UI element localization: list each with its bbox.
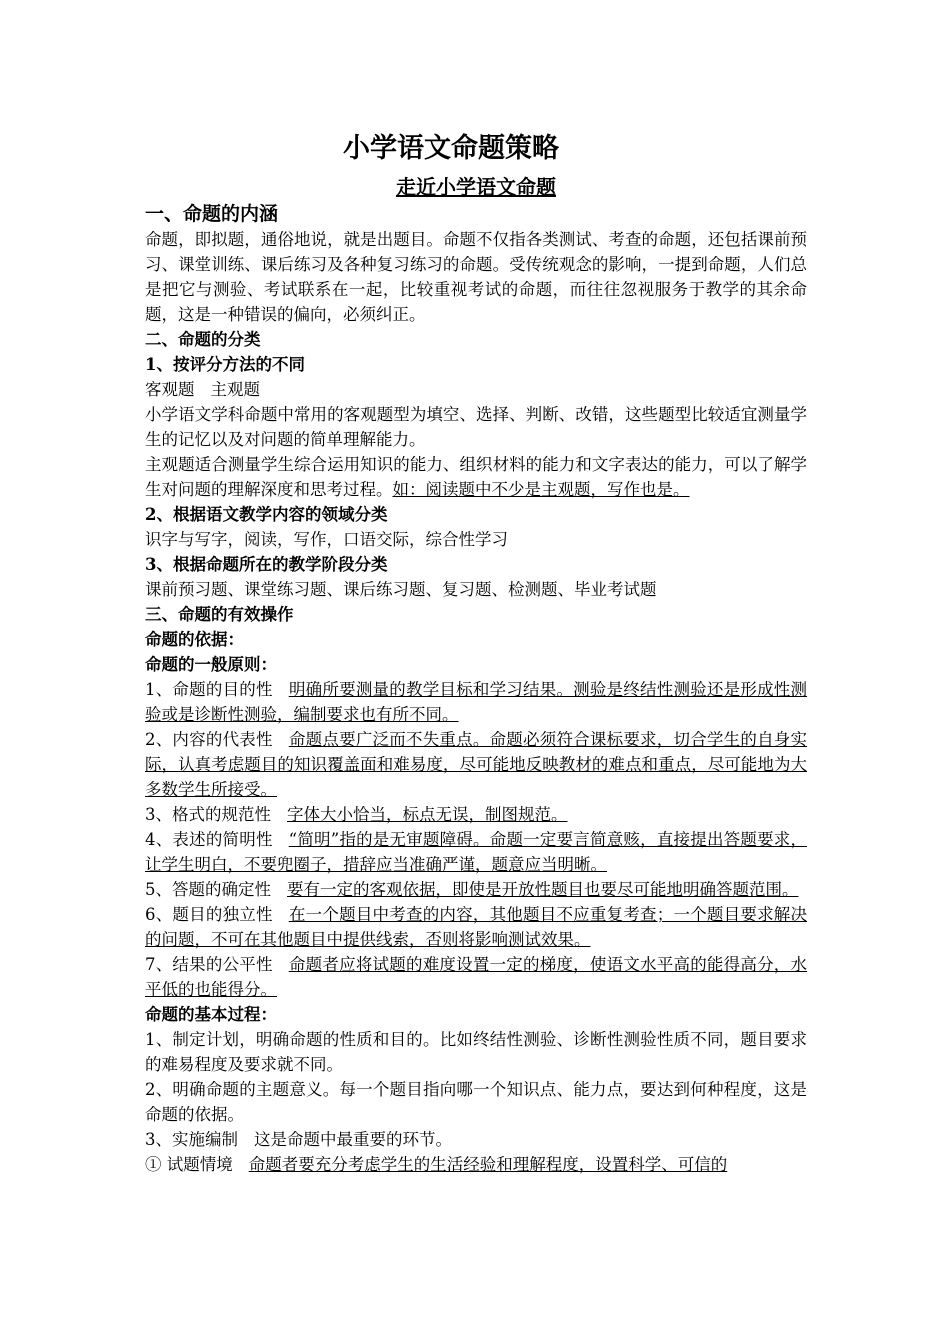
- principles-heading: 命题的一般原则：: [145, 655, 277, 674]
- document-page: [145, 132, 807, 1177]
- objective-desc: 小学语文学科命题中常用的客观题型为填空、选择、判断、改错，这些题型比较适宜测量学生的记忆以及对问题的简单理解能力。: [145, 405, 807, 449]
- doc-title: 小学语文命题策略: [343, 133, 559, 164]
- principle-5: 5、答题的确定性 要有一定的客观依据，即使是开放性题目也要尽可能地明确答题范围。: [145, 880, 799, 899]
- doc-subtitle: 走近小学语文命题: [396, 175, 556, 199]
- type-subjective: 主观题: [210, 380, 260, 399]
- section-2-heading: 二、命题的分类: [145, 330, 261, 349]
- principle-6: 6、题目的独立性 在一个题目中考查的内容，其他题目不应重复考查；一个题目要求解决的问题，不可在其他题目中提供线索，否则将影响测试效果。: [145, 905, 808, 949]
- subjective-example: 如：阅读题中不少是主观题，写作也是。: [392, 480, 690, 499]
- principle-3: 3、格式的规范性 字体大小恰当，标点无误，制图规范。: [145, 805, 568, 824]
- section-2-2-heading: 2、根据语文教学内容的领域分类: [145, 505, 388, 524]
- principle-4: 4、表述的简明性 “简明”指的是无审题障碍。命题一定要言简意赅，直接提出答题要求，让学生明白，不要兜圈子，措辞应当准确严谨，题意应当明晰。: [145, 830, 808, 874]
- section-2-2-body: 识字与写字，阅读，写作，口语交际，综合性学习: [145, 530, 508, 549]
- principle-2: 2、内容的代表性 命题点要广泛而不失重点。命题必须符合课标要求，切合学生的自身实际，认真考虑题目的知识覆盖面和难易度，尽可能地反映教材的难点和重点，尽可能地为大多数学生所接受。: [145, 730, 808, 799]
- section-2-1-heading: 1、按评分方法的不同: [145, 355, 305, 374]
- process-item-1: ① 试题情境 命题者要充分考虑学生的生活经验和理解程度，设置科学、可信的: [145, 1155, 728, 1174]
- process-step-1: 1、制定计划，明确命题的性质和目的。比如终结性测验、诊断性测验性质不同，题目要求的难易程度及要求就不同。: [145, 1030, 807, 1074]
- principle-1: 1、命题的目的性 明确所要测量的教学目标和学习结果。测验是终结性测验还是形成性测验或是诊断性测验，编制要求也有所不同。: [145, 680, 808, 724]
- basis-heading: 命题的依据：: [145, 630, 244, 649]
- type-objective: 客观题: [145, 380, 195, 399]
- section-1-body: 命题，即拟题，通俗地说，就是出题目。命题不仅指各类测试、考查的命题，还包括课前预习、课堂训练、课后练习及各种复习练习的命题。受传统观念的影响，一提到命题，人们总是把它与测验、考试联系在一起，比较重视考试的命题，而往往忽视服务于教学的其余命题，这是一种错误的偏向，必须纠正。: [145, 230, 807, 324]
- section-2-3-heading: 3、根据命题所在的教学阶段分类: [145, 555, 388, 574]
- process-heading: 命题的基本过程：: [145, 1005, 277, 1024]
- section-2-3-body: 课前预习题、课堂练习题、课后练习题、复习题、检测题、毕业考试题: [145, 580, 657, 599]
- question-types: [145, 377, 807, 402]
- section-3-heading: 三、命题的有效操作: [145, 605, 294, 624]
- principle-7: 7、结果的公平性 命题者应将试题的难度设置一定的梯度，使语文水平高的能得高分，水平低的也能得分。: [145, 955, 808, 999]
- process-step-2: 2、明确命题的主题意义。每一个题目指向哪一个知识点、能力点，要达到何种程度，这是命题的依据。: [145, 1080, 807, 1124]
- process-step-3: 3、实施编制 这是命题中最重要的环节。: [145, 1130, 452, 1149]
- section-1-heading: 一、命题的内涵: [145, 203, 279, 225]
- subjective-desc: 主观题适合测量学生综合运用知识的能力、组织材料的能力和文字表达的能力，可以了解学生对问题的理解深度和思考过程。如：阅读题中不少是主观题，写作也是。: [145, 455, 807, 499]
